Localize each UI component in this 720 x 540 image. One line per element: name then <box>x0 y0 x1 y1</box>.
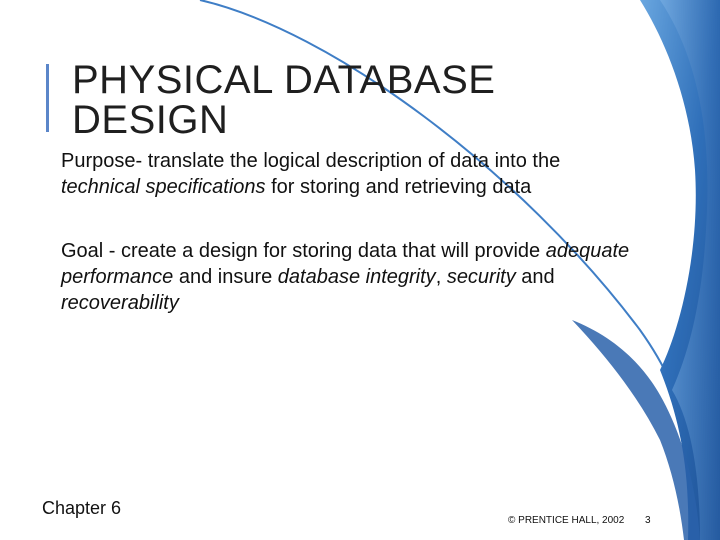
goal-paragraph <box>61 238 641 316</box>
slide-title <box>72 60 632 140</box>
footer-copyright: © PRENTICE HALL, 2002 <box>508 515 625 526</box>
purpose-text: Purpose- translate the logical description of data into the <box>61 150 561 172</box>
goal-text-3: , <box>435 266 447 288</box>
goal-emphasis-performance: adequate performance <box>61 240 630 288</box>
title-accent-bar <box>46 64 49 132</box>
page-number: 3 <box>645 515 651 526</box>
title-line-1: PHYSICAL DATABASE <box>72 58 496 102</box>
purpose-text-end: for storing and retrieving data <box>265 176 532 198</box>
goal-emphasis-security: security <box>446 266 516 288</box>
goal-emphasis-recoverability: recoverability <box>61 292 179 314</box>
goal-text-1: Goal - create a design for storing data that will provide <box>61 240 546 262</box>
goal-emphasis-integrity: database integrity <box>277 266 436 288</box>
purpose-paragraph <box>61 148 641 200</box>
goal-text-4: and <box>515 266 555 288</box>
goal-text-2: and insure <box>173 266 278 288</box>
footer-chapter: Chapter 6 <box>42 498 122 518</box>
title-line-2: DESIGN <box>72 98 229 142</box>
purpose-emphasis: technical specifications <box>61 176 266 198</box>
